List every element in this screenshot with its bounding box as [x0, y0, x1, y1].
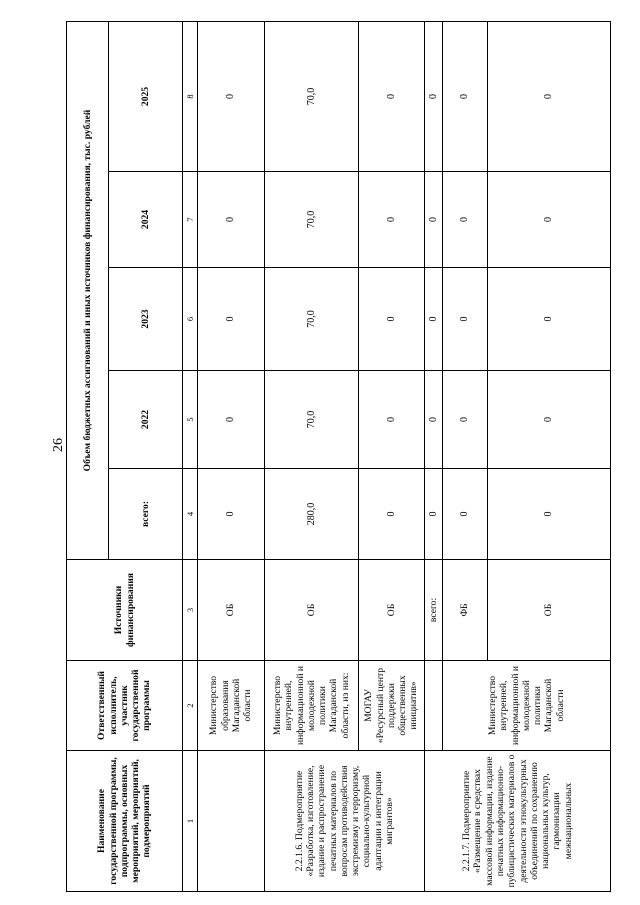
row-value-2024: 70,0: [265, 172, 359, 268]
header-name: Наименование государственной программы, подпрограммы, основных мероприятий, мероприятий, подмероприятий: [67, 751, 183, 892]
row-name: 2.2.1.6. Подмероприятие «Разработка, изготовление, издание и распространение печатных материалов по вопросам противодействия экстремизму и терроризму, социально-культурной адаптации и интеграции мигрантов»: [265, 751, 425, 892]
page-number: 26: [51, 438, 66, 452]
row-value-2025: 0: [359, 22, 425, 172]
row-value-2025: 70,0: [265, 22, 359, 172]
header-budget-group: Объем бюджетных ассигнований и иных источников финансирования, тыс. рублей: [67, 22, 109, 560]
index-cell: 3: [183, 560, 198, 661]
row-name: 2.2.1.7. Подмероприятие «Размещение в средствах массовой информации, издание печатных информационно-публицистических материалов о деятельности этнокультурных объединений по сохранению национальных культур, гармонизации межнациональных: [425, 751, 611, 892]
index-cell: 5: [183, 371, 198, 469]
row-value-2025: 0: [443, 22, 488, 172]
index-row: [183, 22, 198, 892]
row-value-2023: 70,0: [265, 268, 359, 371]
row-value-2023: 0: [425, 268, 443, 371]
table-row: [425, 22, 443, 892]
header-year-2025: 2025: [109, 22, 183, 172]
row-value-2023: 0: [359, 268, 425, 371]
header-year-total: всего:: [109, 469, 183, 560]
row-value-2024: 0: [488, 172, 611, 268]
row-value-2022: 0: [488, 371, 611, 469]
row-executor: МОГАУ «Ресурсный центр поддержки общественных инициатив»: [359, 661, 425, 751]
row-value-total: 0: [425, 469, 443, 560]
table-row: [265, 22, 359, 892]
index-cell: 7: [183, 172, 198, 268]
row-value-total: 0: [359, 469, 425, 560]
row-value-2022: 0: [198, 371, 265, 469]
row-source: ОБ: [488, 560, 611, 661]
row-executor: [425, 661, 443, 751]
row-name: [198, 751, 265, 892]
budget-table: [66, 21, 611, 892]
header-source: Источники финансирования: [67, 560, 183, 661]
index-cell: 8: [183, 22, 198, 172]
table-row: [198, 22, 265, 892]
row-value-2025: 0: [425, 22, 443, 172]
row-executor: Министерство внутренней, информационной и молодежной политики Магаданской области: [443, 661, 611, 751]
index-cell: 6: [183, 268, 198, 371]
header-year-2023: 2023: [109, 268, 183, 371]
row-value-total: 0: [443, 469, 488, 560]
index-cell: 1: [183, 751, 198, 892]
row-value-2022: 0: [359, 371, 425, 469]
row-value-total: 0: [198, 469, 265, 560]
row-value-2024: 0: [425, 172, 443, 268]
row-value-2022: 70,0: [265, 371, 359, 469]
row-value-2023: 0: [198, 268, 265, 371]
row-value-total: 280,0: [265, 469, 359, 560]
header-executor: Ответственный исполнитель, участник государственной программы: [67, 661, 183, 751]
header-year-2022: 2022: [109, 371, 183, 469]
row-executor: Министерство внутренней, информационной и молодежной политики Магаданской области, из них:: [265, 661, 359, 751]
header-year-2024: 2024: [109, 172, 183, 268]
row-value-2024: 0: [443, 172, 488, 268]
row-value-2023: 0: [488, 268, 611, 371]
index-cell: 4: [183, 469, 198, 560]
row-value-2022: 0: [425, 371, 443, 469]
row-value-total: 0: [488, 469, 611, 560]
row-value-2024: 0: [359, 172, 425, 268]
row-value-2024: 0: [198, 172, 265, 268]
row-value-2025: 0: [198, 22, 265, 172]
row-value-2023: 0: [443, 268, 488, 371]
row-source: ОБ: [198, 560, 265, 661]
rotated-table-container: [66, 22, 606, 892]
row-value-2025: 0: [488, 22, 611, 172]
row-source: ФБ: [443, 560, 488, 661]
header-row-top: [67, 22, 109, 892]
row-value-2022: 0: [443, 371, 488, 469]
row-source: всего:: [425, 560, 443, 661]
row-executor: Министерство образования Магаданской области: [198, 661, 265, 751]
index-cell: 2: [183, 661, 198, 751]
row-source: ОБ: [265, 560, 359, 661]
row-source: ОБ: [359, 560, 425, 661]
